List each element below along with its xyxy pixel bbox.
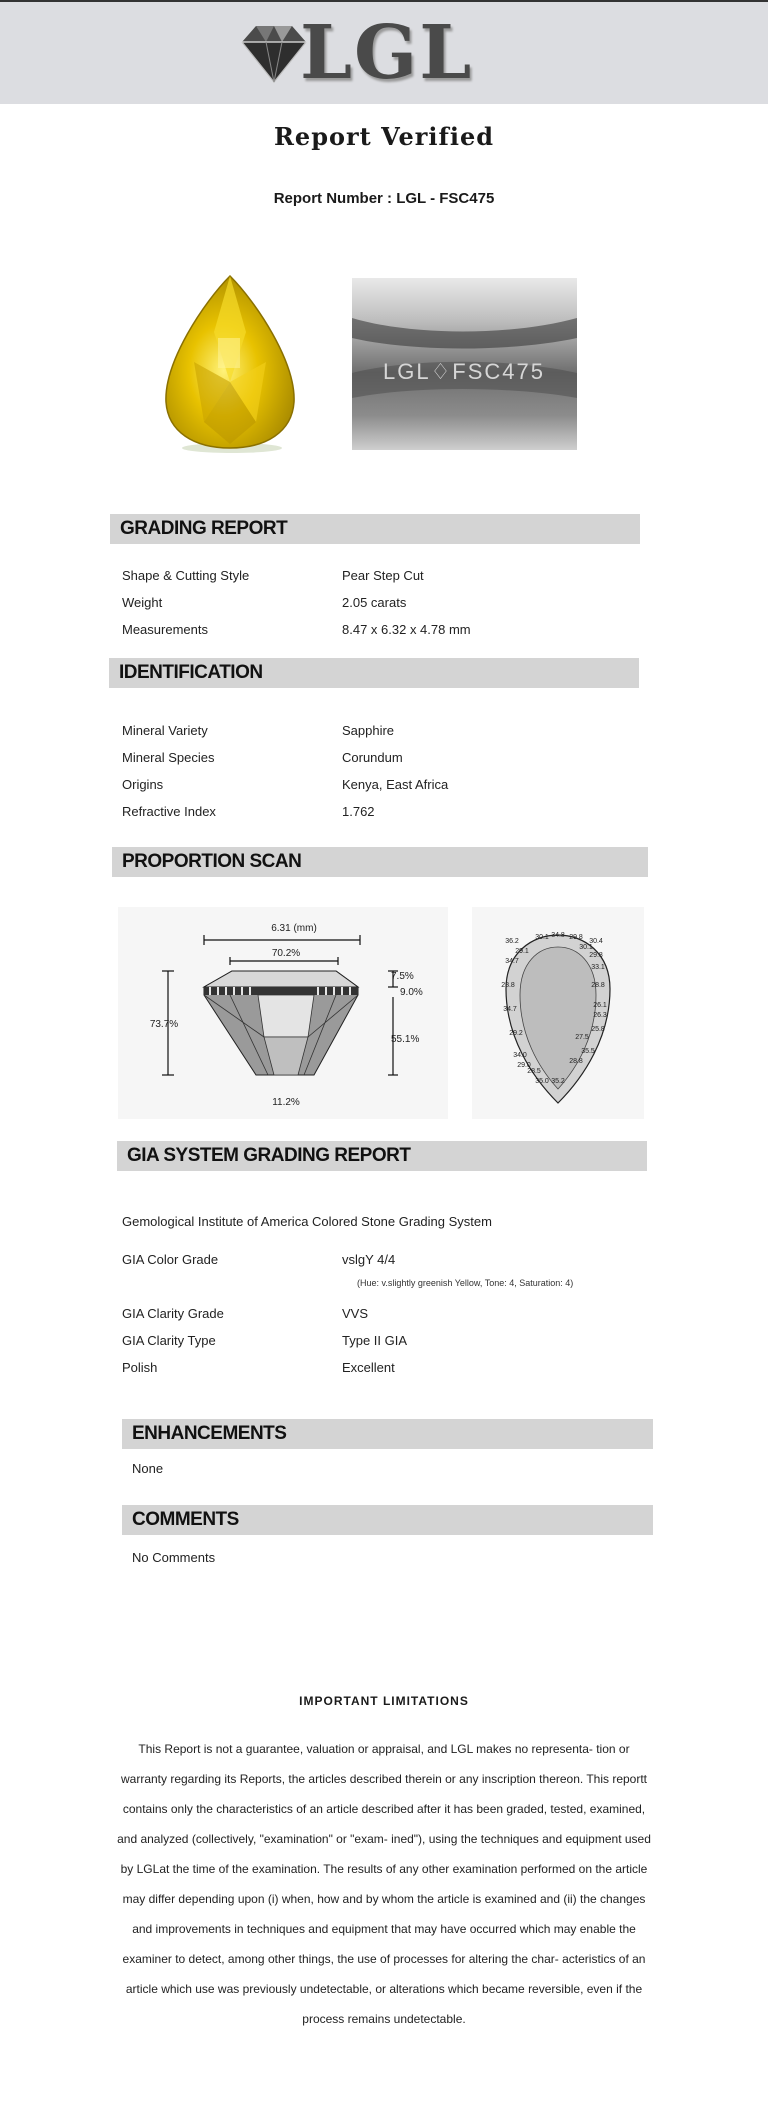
pear-facet-label: 34.7 [505,958,519,965]
polish-label: Polish [122,1360,158,1375]
pear-facet-label: 35.5 [581,1048,595,1055]
comments-title: COMMENTS [132,1509,239,1530]
enhancements-text: None [132,1461,164,1476]
pear-facet-label: 34.8 [551,932,565,939]
pear-facet-label: 26.1 [593,1002,607,1009]
pear-facet-label: 28.8 [591,982,605,989]
origins-label: Origins [122,777,164,792]
pear-facet-label: 25.8 [591,1026,605,1033]
grading-report-title: GRADING REPORT [120,518,288,539]
pear-facet-label: 36.2 [505,938,519,945]
mineral-species-value: Corundum [342,750,403,765]
crown-extra-label: 9.0% [400,987,423,998]
page-title: Report Verified [273,122,495,151]
gia-clarity-grade-label: GIA Clarity Grade [122,1306,224,1321]
gia-grading-header [117,1141,647,1171]
shape-value: Pear Step Cut [342,568,424,583]
mineral-variety-label: Mineral Variety [122,723,208,738]
origins-value: Kenya, East Africa [342,777,449,792]
gia-clarity-type-label: GIA Clarity Type [122,1333,216,1348]
comments-text: No Comments [132,1550,216,1565]
gia-grading-title: GIA SYSTEM GRADING REPORT [127,1145,411,1166]
gia-clarity-type-value: Type II GIA [342,1333,408,1348]
girdle-inscription-photo [352,278,577,450]
polish-value: Excellent [342,1360,395,1375]
measurements-label: Measurements [122,622,208,637]
gemstone-photo [134,272,326,457]
measurements-value: 8.47 x 6.32 x 4.78 mm [342,622,471,637]
pear-facet-label: 28.8 [501,982,515,989]
proportion-scan-header [112,847,648,877]
pear-facet-label: 29.8 [589,952,603,959]
pavilion-depth-label: 55.1% [391,1034,420,1045]
pear-facet-label: 28.5 [527,1068,541,1075]
refractive-index-label: Refractive Index [122,804,216,819]
pear-facet-label: 26.3 [593,1012,607,1019]
weight-label: Weight [122,595,163,610]
pear-facet-label: 29.0 [517,1062,531,1069]
pear-facet-label: 33.1 [591,964,605,971]
pear-facet-label: 34.7 [503,1006,517,1013]
pear-facet-label: 30.1 [535,934,549,941]
mineral-variety-value: Sapphire [342,723,395,738]
pear-facet-label: 29.8 [569,934,583,941]
gia-color-label: GIA Color Grade [122,1252,219,1267]
width-measure-label: 6.31 (mm) [271,923,317,934]
pear-facet-label: 30.4 [589,938,603,945]
gia-system-description: Gemological Institute of America Colored Stone Grading System [122,1214,492,1229]
crown-height-label: 7.5% [391,971,414,982]
header-banner [0,2,768,104]
depth-percent-label: 73.7% [149,1019,179,1030]
weight-value: 2.05 carats [342,595,407,610]
pear-facet-label: 27.5 [575,1034,589,1041]
gia-color-note: (Hue: v.slightly greenish Yellow, Tone: 4, Saturation: 4) [357,1278,574,1288]
comments-header [122,1505,653,1535]
logo-text: LGL [300,10,474,96]
grading-report-header [110,514,640,544]
culet-percent-label: 11.2% [272,1097,300,1108]
identification-header [109,658,639,688]
mineral-species-label: Mineral Species [122,750,215,765]
report-number: Report Number : LGL - FSC475 [273,190,495,207]
identification-title: IDENTIFICATION [119,662,263,683]
limitations-text: This Report is not a guarantee, valuation or appraisal, and LGL makes no representa- tion or warranty regarding its Reports, the articles described therein or any inscription thereon. This reportt contains only the characteristics of an article described after it has been graded, tested, examined, and analyzed (collectively, "examination" or "exam- ined"), using the techniques and equipment used by LGLat the time of the examination. The results of any other examination performed on the article may differ depending upon (i) when, how and by whom the article is examined and (ii) the changes and improvements in techniques and equipment that may have occurred which may enable the examiner to detect, among other things, the use of processes for altering the char- acteristics of an article which use was previously undetectable, or alterations which became reversible, even if the process remains undetectable. [117,1742,651,2026]
pear-facet-label: 34.0 [513,1052,527,1059]
refractive-index-value: 1.762 [342,804,375,819]
enhancements-header [122,1419,653,1449]
pear-top-view-diagram [472,907,644,1119]
pear-facet-label: 30.1 [579,944,593,951]
inscription-text: LGL♢FSC475 [382,359,546,384]
limitations-title: IMPORTANT LIMITATIONS [299,1694,469,1708]
table-percent-label: 70.2% [271,948,301,959]
shape-label: Shape & Cutting Style [122,568,250,583]
lgl-logo [230,10,490,96]
proportion-scan-title: PROPORTION SCAN [122,851,302,872]
gia-color-value: vslgY 4/4 [342,1252,396,1267]
gia-clarity-grade-value: VVS [342,1306,369,1321]
proportion-profile-diagram [118,907,448,1119]
pear-facet-label: 29.1 [515,948,529,955]
pear-facet-label: 28.8 [569,1058,583,1065]
pear-facet-label: 35.0 [535,1078,549,1085]
pear-facet-label: 35.2 [551,1078,565,1085]
enhancements-title: ENHANCEMENTS [132,1423,287,1444]
pear-facet-label: 29.2 [509,1030,523,1037]
